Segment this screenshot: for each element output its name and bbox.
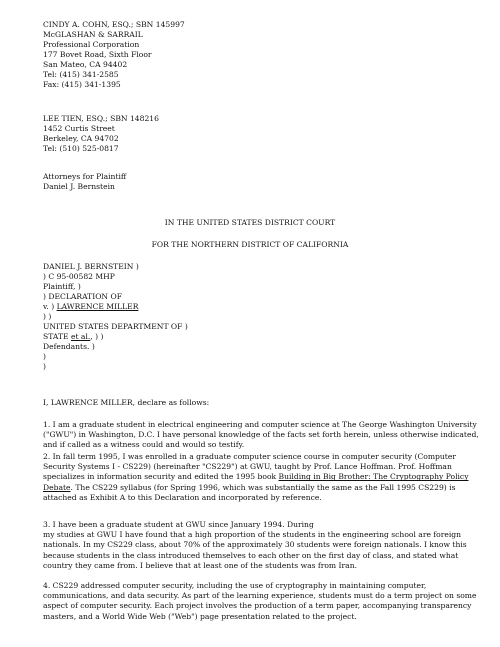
paragraph-1: 1. I am a graduate student in electrical engineering and computer science at The George Washington University ("GWU") in Washington, D.C. I have personal knowledge of the facts set forth herein, unless otherwise indicated, and if called as a witness could and would so testify.	[43, 420, 479, 450]
court-name: IN THE UNITED STATES DISTRICT COURT	[164, 218, 336, 227]
counsel2-line: LEE TIEN, ESQ.; SBN 148216	[43, 114, 159, 123]
para3-rest: my studies at GWU I have found that a high proportion of the students in the engineering school are foreign nationals. In my CS229 class, about 70% of the approximately 30 students were foreign nationals. I know this because students in the class introduced themselves to each other on the first day of class, and stated what country they came from. I believe that at least one of the students was from Iran.	[43, 530, 467, 570]
attorneys-line: Daniel J. Bernstein	[43, 182, 115, 191]
counsel-line: San Mateo, CA 94402	[43, 60, 128, 69]
caption-line: )	[43, 352, 46, 361]
counsel2-line: Berkeley, CA 94702	[43, 134, 119, 143]
para2-tail: attached as Exhibit A to this Declaration and incorporated by reference.	[43, 492, 322, 502]
counsel-block	[43, 20, 185, 90]
counsel-line: CINDY A. COHN, ESQ.; SBN 145997	[43, 20, 185, 29]
caption-prefix: STATE	[43, 332, 71, 341]
paragraph-3	[43, 520, 483, 571]
caption-line: ) )	[43, 312, 52, 321]
et-al: et al.	[70, 332, 91, 341]
counsel-line: Fax: (415) 341-1395	[43, 80, 121, 89]
court-district: FOR THE NORTHERN DISTRICT OF CALIFORNIA	[151, 240, 349, 249]
caption-line: )	[43, 362, 46, 371]
counsel2-line: Tel: (510) 525-0817	[43, 144, 119, 153]
declarant-name: LAWRENCE MILLER	[56, 302, 139, 311]
caption-line: Defendants. )	[43, 342, 95, 351]
paragraph-2	[43, 452, 483, 503]
case-caption	[43, 262, 188, 372]
counsel-line: McGLASHAN & SARRAIL	[43, 30, 143, 39]
counsel-line: Professional Corporation	[43, 40, 140, 49]
para2-text: 2. In fall term 1995, I was enrolled in a graduate computer science course in computer security (Computer Security Systems I - CS229) (hereinafter "CS229") at GWU, taught by Prof. Lance Hoffman. Prof. Hoffman specializes in information security and edited the 1995 book	[43, 452, 456, 482]
paragraph-4: 4. CS229 addressed computer security, including the use of cryptography in maintaining computer, communications, and data security. As part of the learning experience, students must do a term project on some aspect of computer security. Each project involves the production of a term paper, accompanying transparency masters, and a World Wide Web ("Web") page presentation related to the project.	[43, 581, 477, 621]
caption-line	[43, 302, 188, 312]
book-title: Building in Big Brother: The Cryptography Policy Debate	[43, 472, 469, 492]
attorneys-line: Attorneys for Plaintiff	[43, 172, 127, 181]
caption-line: ) DECLARATION OF	[43, 292, 122, 301]
caption-line: DANIEL J. BERNSTEIN )	[43, 262, 139, 271]
caption-line	[43, 332, 188, 342]
attorneys-block	[43, 172, 126, 192]
counsel2-block	[43, 114, 159, 154]
counsel-line: Tel: (415) 341-2585	[43, 70, 119, 79]
caption-suffix: , ) )	[90, 332, 104, 341]
counsel-line: 177 Bovet Road, Sixth Floor	[43, 50, 152, 59]
para2-text: . The CS229 syllabus (for Spring 1996, which was substantially the same as the Fall 1995 CS229) is	[70, 482, 456, 492]
intro-line: I, LAWRENCE MILLER, declare as follows:	[43, 398, 210, 407]
para3-first: 3. I have been a graduate student at GWU since January 1994. During	[43, 520, 314, 529]
caption-line: Plaintiff, )	[43, 282, 81, 291]
caption-line: UNITED STATES DEPARTMENT OF )	[43, 322, 188, 331]
caption-prefix: v. )	[43, 302, 57, 311]
counsel2-line: 1452 Curtis Street	[43, 124, 115, 133]
caption-line: ) C 95-00582 MHP	[43, 272, 115, 281]
